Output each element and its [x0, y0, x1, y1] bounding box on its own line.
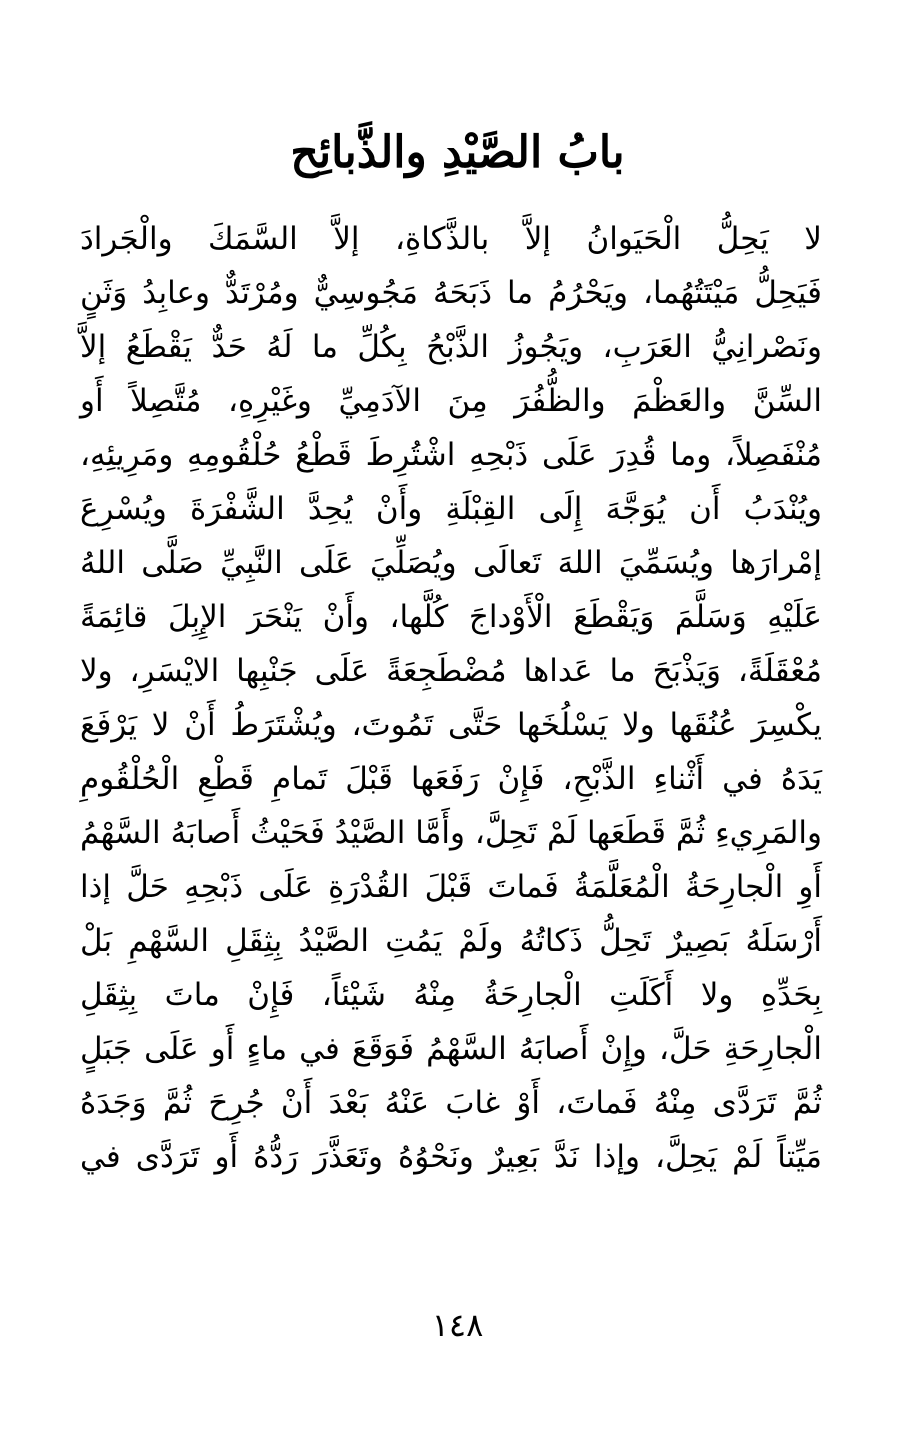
text-line: لا يَحِلُّ الْحَيَوانُ إلاَّ بالذَّكاةِ، إلاَّ السَّمَكَ والْجَرادَ [80, 221, 822, 257]
text-line: ثُمَّ تَرَدَّى مِنْهُ فَماتَ، أَوْ غابَ عَنْهُ بَعْدَ أَنْ جُرِحَ ثُمَّ وَجَدَهُ [80, 1085, 822, 1121]
chapter-title: بابُ الصَّيْدِ والذَّبائِح [290, 127, 625, 178]
text-line: فَيَحِلُّ مَيْتَتُهُما، ويَحْرُمُ ما ذَبَحَهُ مَجُوسِيٌّ ومُرْتَدٌّ وعابِدُ وَثَنٍ [80, 275, 822, 311]
text-line: ونَصْرانِيُّ العَرَبِ، ويَجُوزُ الذَّبْحُ بِكُلِّ ما لَهُ حَدٌّ يَقْطَعُ إلاَّ [80, 329, 822, 365]
text-line: مَيِّتاً لَمْ يَحِلَّ، وإذا نَدَّ بَعِيرٌ ونَحْوُهُ وتَعَذَّرَ رَدُّهُ أَو تَرَدَّى في [80, 1139, 822, 1175]
text-line: ويُنْدَبُ أَن يُوَجَّهَ إِلَى القِبْلَةِ وأَنْ يُحِدَّ الشَّفْرَةَ ويُسْرِعَ [80, 491, 822, 527]
text-line: أَوِ الْجارِحَةُ الْمُعَلَّمَةُ فَماتَ قَبْلَ القُدْرَةِ عَلَى ذَبْحِهِ حَلَّ إذا [80, 869, 822, 905]
text-line: مُنْفَصِلاً، وما قُدِرَ عَلَى ذَبْحِهِ اشْتُرِطَ قَطْعُ حُلْقُومِهِ ومَرِيئِهِ، [80, 437, 822, 473]
text-line: الْجارِحَةِ حَلَّ، وإِنْ أَصابَهُ السَّهْمُ فَوَقَعَ في ماءٍ أَو عَلَى جَبَلٍ [80, 1031, 822, 1067]
page-number: ١٤٨ [431, 1306, 484, 1344]
text-line: أَرْسَلَهُ بَصِيرٌ تَحِلُّ ذَكاتُهُ ولَمْ يَمُتِ الصَّيْدُ بِثِقَلِ السَّهْمِ بَلْ [80, 923, 822, 959]
text-line: يَدَهُ في أَثْناءِ الذَّبْحِ، فَإِنْ رَفَعَها قَبْلَ تَمامِ قَطْعِ الْحُلْقُومِ [80, 761, 822, 797]
text-line: بِحَدِّهِ ولا أَكَلَتِ الْجارِحَةُ مِنْهُ شَيْئاً، فَإِنْ ماتَ بِثِقَلِ [80, 977, 822, 1013]
text-line: يكْسِرَ عُنُقَها ولا يَسْلُخَها حَتَّى تَمُوتَ، ويُشْتَرَطُ أَنْ لا يَرْفَعَ [80, 707, 822, 743]
text-line: إمْرارَها ويُسَمِّيَ اللهَ تَعالَى ويُصَلِّيَ عَلَى النَّبِيِّ صَلَّى اللهُ [80, 545, 822, 581]
text-line: السِّنَّ والعَظْمَ والظُّفُرَ مِنَ الآدَمِيِّ وغَيْرِهِ، مُتَّصِلاً أَو [80, 383, 822, 419]
body-text [80, 212, 822, 1184]
text-line: والمَرِيءِ ثُمَّ قَطَعَها لَمْ تَحِلَّ، وأَمَّا الصَّيْدُ فَحَيْثُ أَصابَهُ السَّهْمُ [80, 815, 822, 851]
text-line: مُعْقَلَةً، وَيَذْبَحَ ما عَداها مُضْطَجِعَةً عَلَى جَنْبِها الايْسَرِ، ولا [80, 653, 822, 689]
text-line: عَلَيْهِ وَسَلَّمَ وَيَقْطَعَ الْأَوْداجَ كُلَّها، وأَنْ يَنْحَرَ الإِبِلَ قائِمَةً [80, 599, 822, 635]
